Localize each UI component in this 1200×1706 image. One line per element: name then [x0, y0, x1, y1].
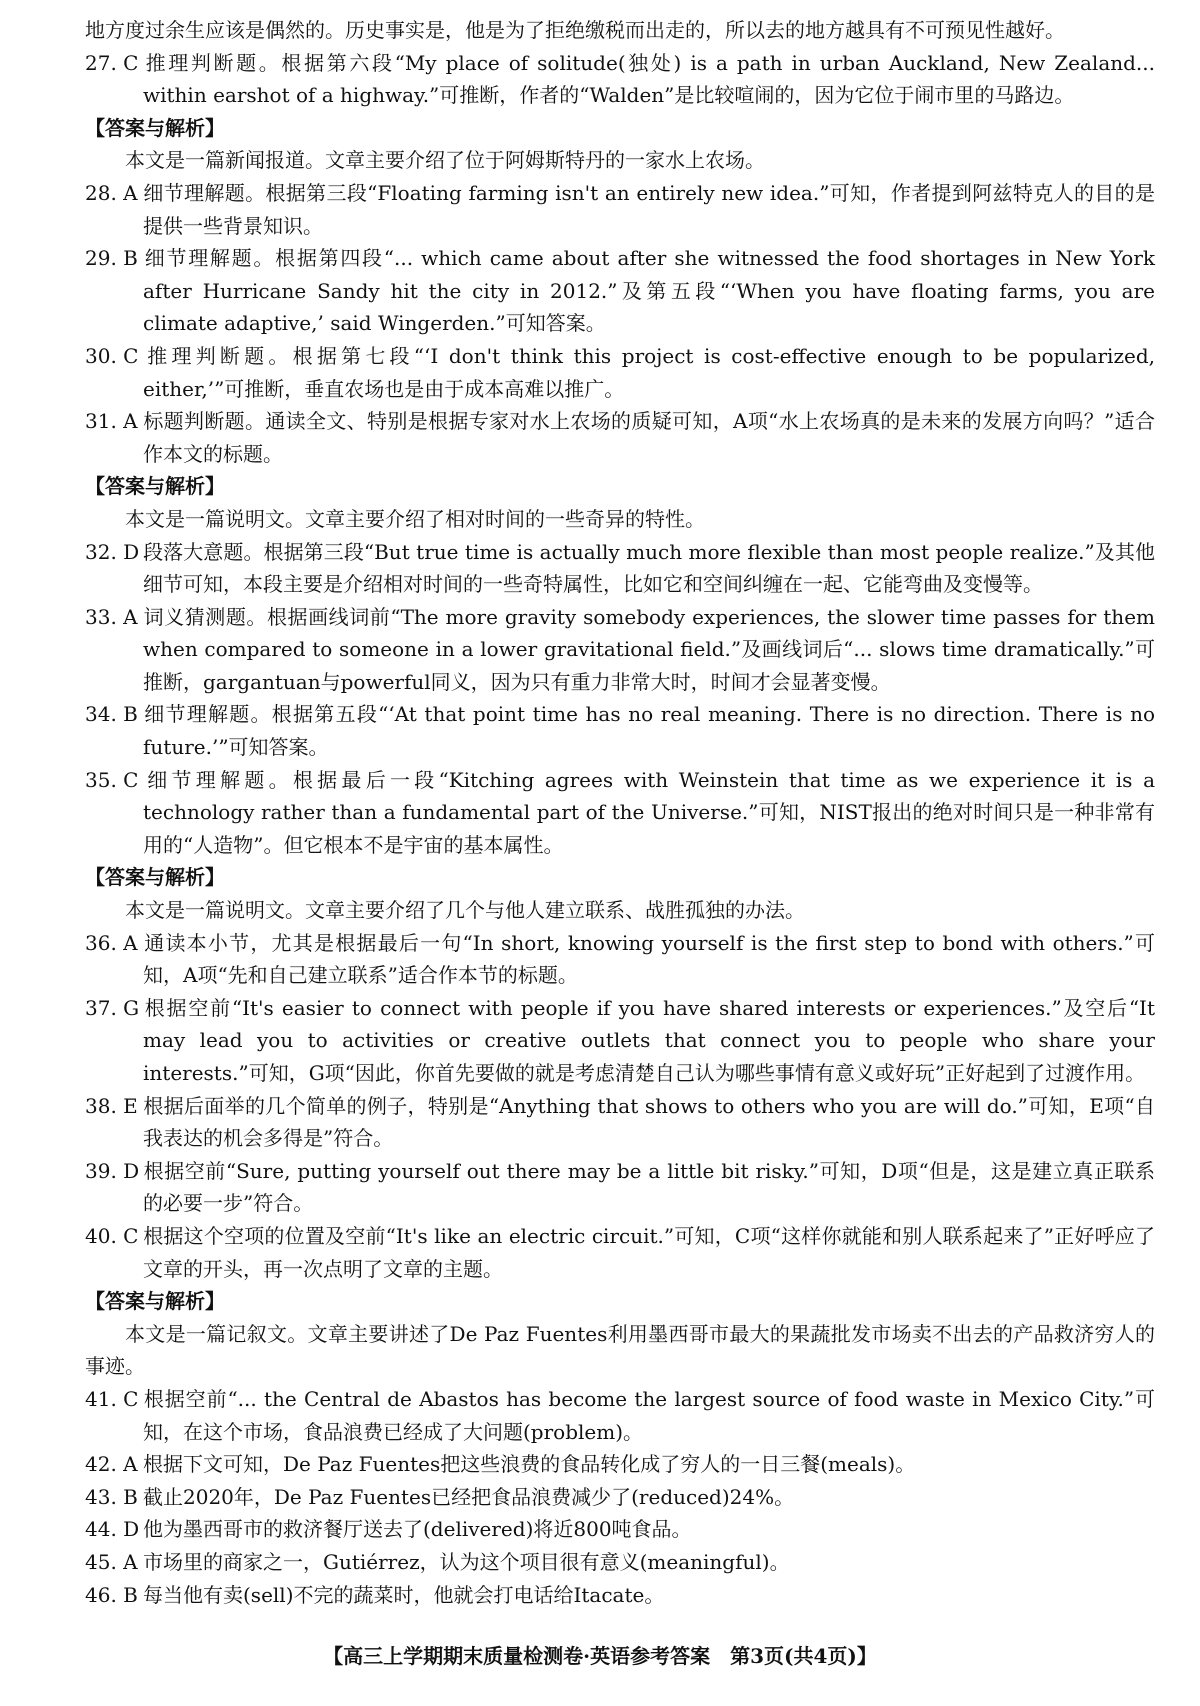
answer-explanation: 根据这个空项的位置及空前“It's like an electric circuit.”可知，C项“这样你就能和别人联系起来了”正好呼应了文章的开头，再一次点明了文章的主题。: [143, 1223, 1155, 1281]
answer-item: [85, 340, 1155, 405]
answer-explanation: 通读本小节，尤其是根据最后一句“In short, knowing yourself is the first step to bond with others.”可知，A项“先和自己建立联系”适合作本节的标题。: [143, 930, 1155, 988]
answer-item: [85, 1579, 1155, 1612]
answer-explanation: 根据空前“... the Central de Abastos has become the largest source of food waste in Mexico City.”可知，在这个市场，食品浪费已经成了大问题(problem)。: [143, 1386, 1155, 1444]
answer-number: 38. E: [85, 1093, 138, 1118]
answer-item: [85, 1383, 1155, 1448]
answer-key-content: [85, 14, 1155, 1611]
answer-number: 45. A: [85, 1549, 138, 1574]
answer-item: [85, 536, 1155, 601]
answer-explanation: 词义猜测题。根据画线词前“The more gravity somebody experiences, the slower time passes for them when compared to someone in a lower gravitational field.”及画线词后“... slows time dramatically.”可推断，gargantuan与powerful同义，因为只有重力非常大时，时间才会显著变慢。: [143, 604, 1155, 694]
passage-summary: 本文是一篇新闻报道。文章主要介绍了位于阿姆斯特丹的一家水上农场。: [125, 148, 765, 173]
answer-number: 33. A: [85, 604, 138, 629]
answer-number: 42. A: [85, 1452, 138, 1477]
passage-summary: 本文是一篇说明文。文章主要介绍了几个与他人建立联系、战胜孤独的办法。: [125, 898, 805, 923]
answer-explanation: 市场里的商家之一，Gutiérrez，认为这个项目很有意义(meaningful)。: [143, 1549, 790, 1574]
answer-number: 32. D: [85, 539, 140, 564]
answer-number: 35. C: [85, 767, 139, 792]
answer-number: 46. B: [85, 1582, 138, 1607]
answer-explanation: 推理判断题。根据第六段“My place of solitude(独处) is a path in urban Auckland, New Zealand... within earshot of a highway.”可推断，作者的“Walden”是比较喧闹的，因为它位于闹市里的马路边。: [143, 50, 1155, 108]
answer-explanation: 细节理解题。根据第五段“‘At that point time has no real meaning. There is no direction. There is no future.’”可知答案。: [143, 702, 1155, 760]
answer-explanation: 根据空前“Sure, putting yourself out there may be a little bit risky.”可知，D项“但是，这是建立真正联系的必要一步”符合。: [143, 1158, 1155, 1216]
answer-explanation: 根据后面举的几个简单的例子，特别是“Anything that shows to others who you are will do.”可知，E项“自我表达的机会多得是”符合。: [143, 1093, 1155, 1151]
answer-explanation: 推理判断题。根据第七段“‘I don't think this project is cost-effective enough to be popularized, either,’”可推断，垂直农场也是由于成本高难以推广。: [143, 343, 1155, 401]
answer-item: [85, 698, 1155, 763]
passage-summary: 本文是一篇说明文。文章主要介绍了相对时间的一些奇异的特性。: [125, 506, 705, 531]
section-header: 【答案与解析】: [85, 115, 225, 140]
section-header: 【答案与解析】: [85, 474, 225, 499]
answer-item: [85, 242, 1155, 340]
answer-number: 34. B: [85, 702, 138, 727]
passage-summary: 本文是一篇记叙文。文章主要讲述了De Paz Fuentes利用墨西哥市最大的果蔬批发市场卖不出去的产品救济穷人的事迹。: [85, 1321, 1155, 1379]
answer-item: [85, 1090, 1155, 1155]
answer-item: [85, 1546, 1155, 1579]
answer-explanation: 他为墨西哥市的救济餐厅送去了(delivered)将近800吨食品。: [143, 1517, 692, 1542]
answer-number: 29. B: [85, 246, 138, 271]
section-header: 【答案与解析】: [85, 1289, 225, 1314]
answer-item: [85, 1220, 1155, 1285]
answer-number: 31. A: [85, 409, 138, 434]
answer-explanation: 标题判断题。通读全文、特别是根据专家对水上农场的质疑可知，A项“水上农场真的是未来的发展方向吗？”适合作本文的标题。: [143, 409, 1155, 466]
answer-explanation: 根据下文可知，De Paz Fuentes把这些浪费的食品转化成了穷人的一日三餐(meals)。: [143, 1452, 916, 1477]
answer-item: [85, 1155, 1155, 1220]
answer-number: 40. C: [85, 1223, 139, 1248]
answer-item: [85, 927, 1155, 992]
answer-number: 44. D: [85, 1517, 140, 1542]
answer-explanation: 每当他有卖(sell)不完的蔬菜时，他就会打电话给Itacate。: [143, 1582, 665, 1607]
page-footer: 【高三上学期期末质量检测卷·英语参考答案 第3页(共4页)】: [323, 1644, 877, 1668]
answer-item: [85, 405, 1155, 470]
answer-item: [85, 1448, 1155, 1481]
answer-explanation: 细节理解题。根据第四段“... which came about after she witnessed the food shortages in New York after Hurricane Sandy hit the city in 2012.”及第五段“‘When you have floating farms, you are climate adaptive,’ said Wingerden.”可知答案。: [143, 246, 1155, 336]
answer-item: [85, 992, 1155, 1090]
answer-explanation: 根据空前“It's easier to connect with people if you have shared interests or experiences.”及空后“It may lead you to activities or creative outlets that connect you to people who share your interests.”可知，G项“因此，你首先要做的就是考虑清楚自己认为哪些事情有意义或好玩”正好起到了过渡作用。: [143, 995, 1155, 1085]
answer-explanation: 段落大意题。根据第三段“But true time is actually much more flexible than most people realize.”及其他细节可知，本段主要是介绍相对时间的一些奇特属性，比如它和空间纠缠在一起、它能弯曲及变慢等。: [143, 539, 1155, 597]
answer-number: 37. G: [85, 995, 140, 1020]
continued-paragraph: 地方度过余生应该是偶然的。历史事实是，他是为了拒绝缴税而出走的，所以去的地方越具有不可预见性越好。: [85, 18, 1065, 42]
answer-number: 36. A: [85, 930, 138, 955]
answer-number: 27. C: [85, 50, 139, 75]
answer-item: [85, 1513, 1155, 1546]
section-header: 【答案与解析】: [85, 865, 225, 890]
answer-item: [85, 764, 1155, 862]
answer-item: [85, 1481, 1155, 1514]
answer-number: 41. C: [85, 1386, 139, 1411]
answer-explanation: 截止2020年，De Paz Fuentes已经把食品浪费减少了(reduced)24%。: [143, 1484, 795, 1509]
answer-number: 39. D: [85, 1158, 140, 1183]
answer-item: [85, 601, 1155, 699]
answer-number: 30. C: [85, 343, 139, 368]
answer-number: 28. A: [85, 180, 138, 205]
answer-number: 43. B: [85, 1484, 138, 1509]
answer-item: [85, 177, 1155, 242]
answer-explanation: 细节理解题。根据第三段“Floating farming isn't an entirely new idea.”可知，作者提到阿兹特克人的目的是提供一些背景知识。: [143, 180, 1155, 238]
answer-item: [85, 47, 1155, 112]
answer-explanation: 细节理解题。根据最后一段“Kitching agrees with Weinstein that time as we experience it is a technology rather than a fundamental part of the Universe.”可知，NIST报出的绝对时间只是一种非常有用的“人造物”。但它根本不是宇宙的基本属性。: [143, 767, 1155, 857]
